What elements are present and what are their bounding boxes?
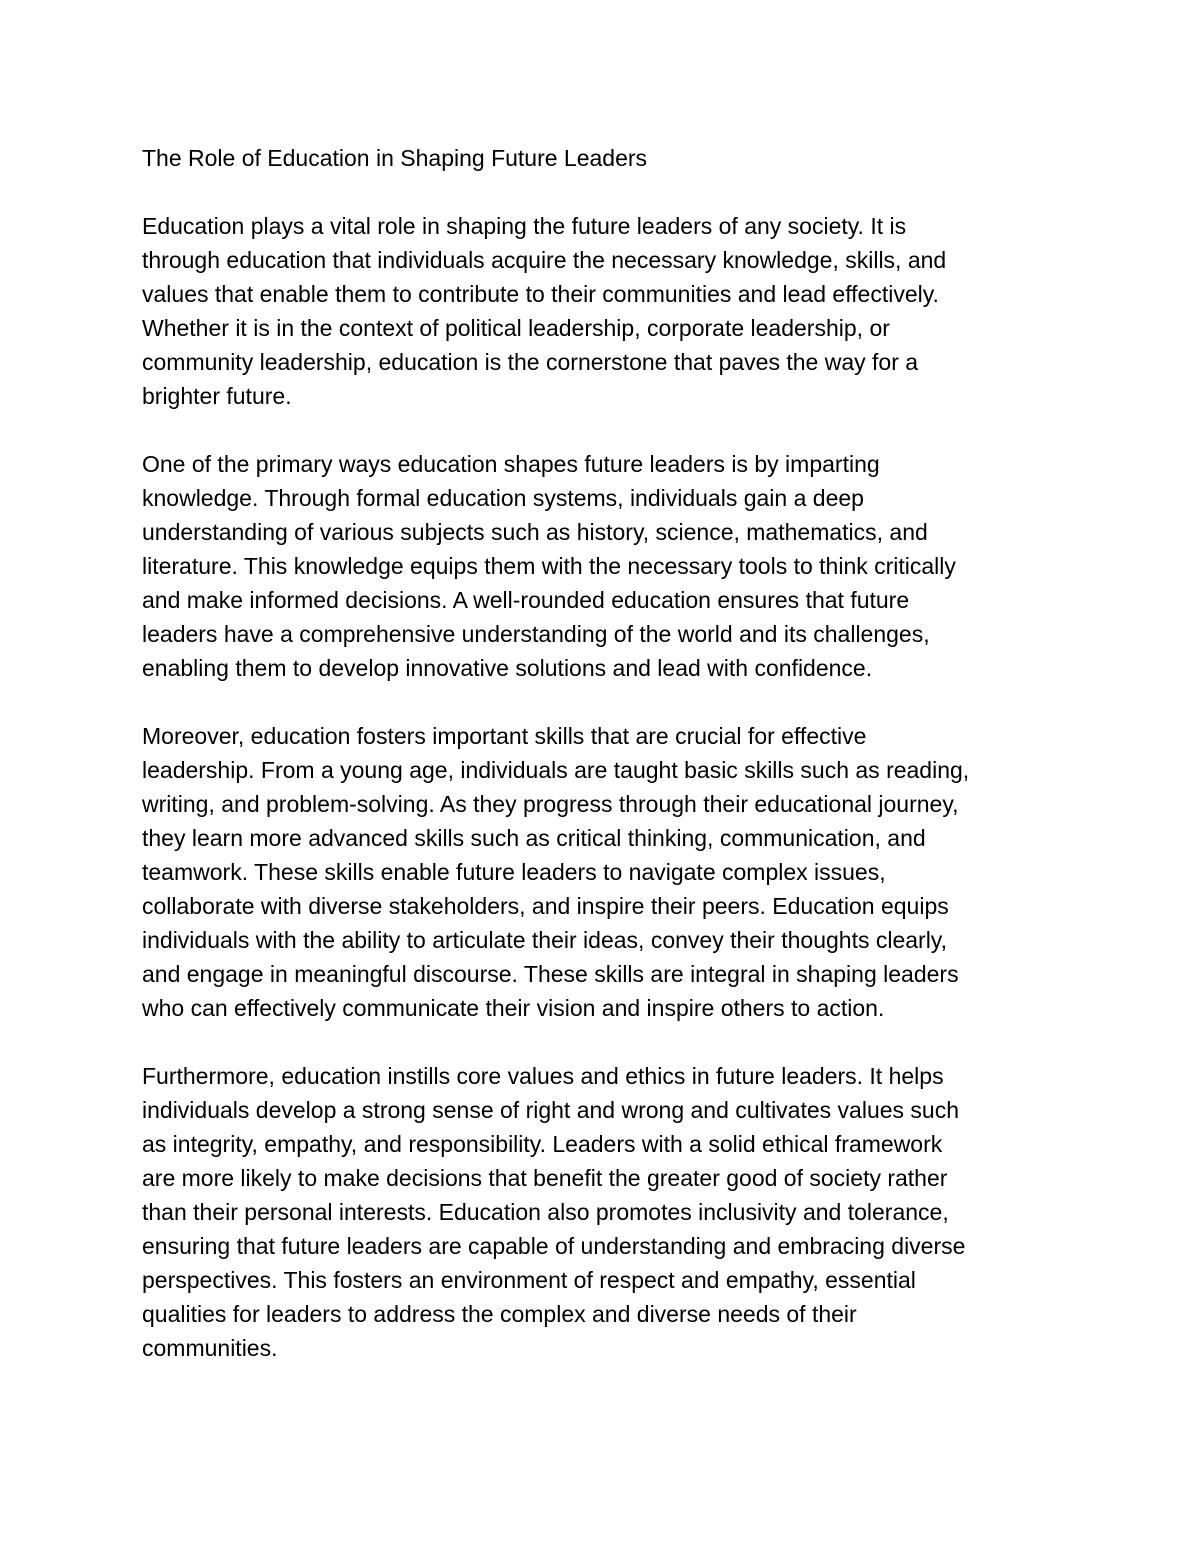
paragraph-line: community leadership, education is the cornerstone that paves the way for a	[142, 349, 919, 375]
paragraph-line: Whether it is in the context of political leadership, corporate leadership, or	[142, 315, 890, 341]
paragraph-line: than their personal interests. Education also promotes inclusivity and tolerance,	[142, 1199, 949, 1225]
paragraph-1	[142, 209, 1072, 413]
paragraph-line: and engage in meaningful discourse. These skills are integral in shaping leaders	[142, 961, 959, 987]
paragraph-2	[142, 447, 1072, 685]
paragraph-line: individuals with the ability to articulate their ideas, convey their thoughts clearly,	[142, 927, 947, 953]
paragraph-line: communities.	[142, 1335, 278, 1361]
paragraph-line: and make informed decisions. A well-rounded education ensures that future	[142, 587, 910, 613]
paragraph-line: enabling them to develop innovative solutions and lead with confidence.	[142, 655, 873, 681]
paragraph-line: as integrity, empathy, and responsibility. Leaders with a solid ethical framework	[142, 1131, 943, 1157]
document-title: The Role of Education in Shaping Future Leaders	[142, 145, 648, 171]
paragraph-line: writing, and problem-solving. As they progress through their educational journey,	[142, 791, 959, 817]
paragraph-line: leadership. From a young age, individuals are taught basic skills such as reading,	[142, 757, 970, 783]
paragraph-4	[142, 1059, 1072, 1365]
paragraph-line: knowledge. Through formal education systems, individuals gain a deep	[142, 485, 864, 511]
paragraph-line: leaders have a comprehensive understanding of the world and its challenges,	[142, 621, 930, 647]
paragraph-line: teamwork. These skills enable future leaders to navigate complex issues,	[142, 859, 886, 885]
paragraph-line: who can effectively communicate their vision and inspire others to action.	[142, 995, 885, 1021]
paragraph-line: Furthermore, education instills core values and ethics in future leaders. It helps	[142, 1063, 944, 1089]
paragraph-line: Education plays a vital role in shaping the future leaders of any society. It is	[142, 213, 907, 239]
paragraph-line: individuals develop a strong sense of right and wrong and cultivates values such	[142, 1097, 959, 1123]
paragraph-line: are more likely to make decisions that benefit the greater good of society rather	[142, 1165, 948, 1191]
paragraph-line: values that enable them to contribute to their communities and lead effectively.	[142, 281, 939, 307]
paragraph-line: ensuring that future leaders are capable of understanding and embracing diverse	[142, 1233, 966, 1259]
paragraph-3	[142, 719, 1072, 1025]
paragraph-line: through education that individuals acquire the necessary knowledge, skills, and	[142, 247, 947, 273]
paragraph-line: brighter future.	[142, 383, 292, 409]
paragraph-line: collaborate with diverse stakeholders, and inspire their peers. Education equips	[142, 893, 949, 919]
paragraph-line: Moreover, education fosters important skills that are crucial for effective	[142, 723, 867, 749]
paragraph-line: qualities for leaders to address the complex and diverse needs of their	[142, 1301, 857, 1327]
paragraph-line: literature. This knowledge equips them with the necessary tools to think critically	[142, 553, 956, 579]
paragraph-line: perspectives. This fosters an environment of respect and empathy, essential	[142, 1267, 916, 1293]
paragraph-line: they learn more advanced skills such as critical thinking, communication, and	[142, 825, 926, 851]
paragraph-line: understanding of various subjects such as history, science, mathematics, and	[142, 519, 928, 545]
paragraph-line: One of the primary ways education shapes future leaders is by imparting	[142, 451, 880, 477]
document-body	[142, 141, 1072, 1399]
